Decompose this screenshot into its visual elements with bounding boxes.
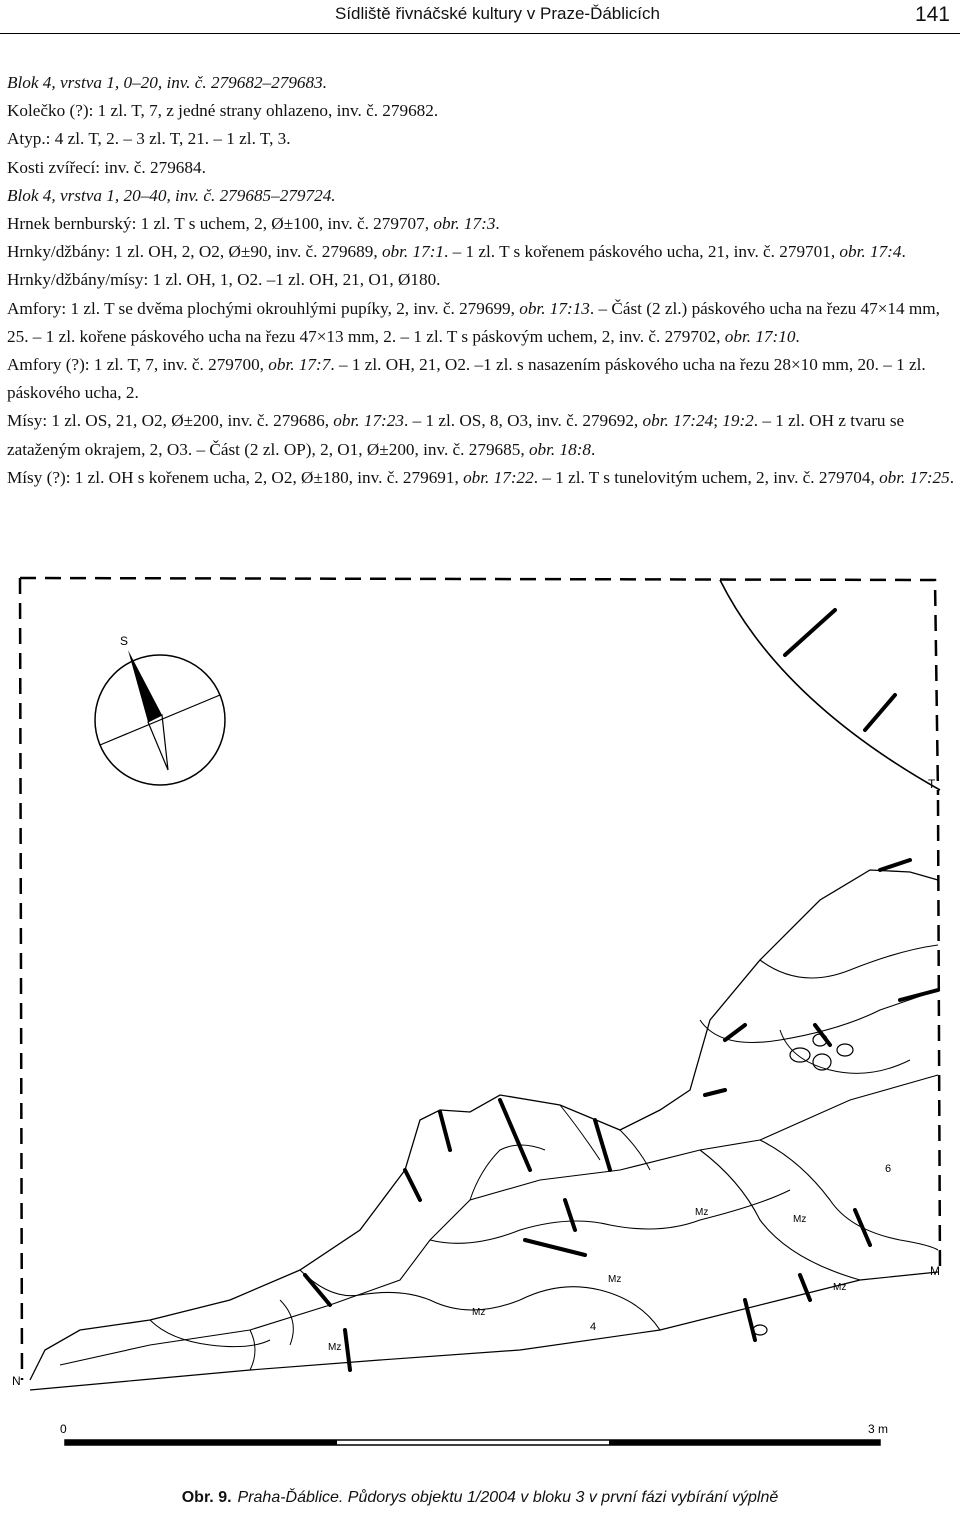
layer-label: 4 bbox=[590, 1321, 597, 1333]
catalogue-entry bbox=[7, 351, 955, 407]
page-number: 141 bbox=[914, 3, 950, 26]
plan-frame-right bbox=[938, 800, 940, 1275]
corner-label-east: T bbox=[928, 777, 936, 791]
plan-frame-left bbox=[20, 578, 22, 1380]
scale-start: 0 bbox=[60, 1422, 67, 1436]
corner-label-north: N bbox=[12, 1374, 21, 1388]
layer-label: Mz bbox=[695, 1207, 709, 1218]
header-rule bbox=[0, 33, 960, 34]
catalogue-entry bbox=[7, 407, 955, 463]
layer-label: Mz bbox=[472, 1307, 486, 1318]
catalogue-entry bbox=[7, 464, 955, 492]
layer-label: Mz bbox=[328, 1342, 342, 1353]
italic-run: obr. 17:3 bbox=[433, 214, 496, 234]
text-run: Mísy (?): 1 zl. OH s kořenem ucha, 2, O2, Ø±180, inv. č. 279691, bbox=[7, 467, 464, 487]
text-run: Hrnky/džbány/mísy: 1 zl. OH, 1, O2. –1 zl. OH, 21, O1, Ø180. bbox=[7, 270, 441, 290]
catalogue-entry bbox=[7, 238, 955, 266]
italic-run: obr. 17:25 bbox=[879, 467, 950, 487]
catalogue-entry bbox=[7, 97, 955, 125]
caption-text: Praha-Ďáblice. Půdorys objektu 1/2004 v bloku 3 v první fázi vybírání výplně bbox=[237, 1489, 779, 1506]
catalogue-entry bbox=[7, 210, 955, 238]
text-run: ; bbox=[713, 411, 723, 431]
text-run: Mísy: 1 zl. OS, 21, O2, Ø±200, inv. č. 279686, bbox=[7, 411, 334, 431]
catalogue-entry bbox=[7, 125, 955, 153]
catalogue-entry bbox=[7, 154, 955, 182]
layer-label: Mz bbox=[833, 1282, 847, 1293]
text-run: . bbox=[949, 467, 955, 487]
text-run: . – Část (2 zl.) páskového ucha na řezu 47×14 mm, 25. – 1 zl. kořene páskového ucha na řezu 47×13 mm, 2. – 1 zl. T s páskovým uchem, 2, inv. č. 279702, bbox=[7, 298, 940, 346]
text-run: Kosti zvířecí: inv. č. 279684. bbox=[7, 157, 206, 177]
text-run: . – 1 zl. OH z tvaru se zataženým okrajem, 2, O3. – Část (2 zl. OP), 2, O1, Ø±200, inv. č. 279685, bbox=[7, 411, 905, 459]
compass-label: S bbox=[120, 634, 129, 648]
italic-run: 19:2 bbox=[722, 411, 754, 431]
text-run: Amfory: 1 zl. T se dvěma plochými okrouhlými pupíky, 2, inv. č. 279699, bbox=[7, 298, 520, 318]
text-run: . bbox=[591, 439, 596, 459]
compass-needle bbox=[100, 650, 220, 770]
excavation-plan bbox=[0, 560, 960, 1480]
text-run: Amfory (?): 1 zl. T, 7, inv. č. 279700, bbox=[7, 355, 269, 375]
catalogue-entry bbox=[7, 69, 955, 97]
italic-run: obr. 17:23 bbox=[333, 411, 404, 431]
text-run: . – 1 zl. OH, 21, O2. –1 zl. s nasazením páskového ucha na řezu 28×10 mm, 20. – 1 zl. páskového ucha, 2. bbox=[7, 355, 926, 403]
text-run: Kolečko (?): 1 zl. T, 7, z jedné strany ohlazeno, inv. č. 279682. bbox=[7, 101, 439, 121]
figure-caption bbox=[0, 1489, 960, 1507]
page-header bbox=[0, 0, 960, 34]
text-run: . – 1 zl. T s tunelovitým uchem, 2, inv. č. 279704, bbox=[533, 467, 880, 487]
catalogue-text bbox=[7, 69, 955, 492]
catalogue-entry bbox=[7, 182, 955, 210]
text-run: Hrnek bernburský: 1 zl. T s uchem, 2, Ø±100, inv. č. 279707, bbox=[7, 214, 434, 234]
text-run: . bbox=[901, 242, 906, 262]
italic-run: obr. 17:1 bbox=[381, 242, 445, 262]
italic-run: obr. 17:4 bbox=[839, 242, 902, 262]
arc-boundary bbox=[720, 580, 940, 790]
italic-run: obr. 17:24 bbox=[642, 411, 714, 431]
text-run: . bbox=[795, 326, 800, 346]
italic-run: Blok 4, vrstva 1, 0–20, inv. č. 279682–279683. bbox=[7, 73, 327, 92]
italic-run: obr. 17:22 bbox=[463, 467, 534, 487]
text-run: . – 1 zl. OS, 8, O3, inv. č. 279692, bbox=[403, 411, 643, 431]
corner-label-southeast: M bbox=[930, 1264, 940, 1278]
italic-run: obr. 18:8 bbox=[528, 439, 592, 459]
italic-run: Blok 4, vrstva 1, 20–40, inv. č. 279685–279724. bbox=[7, 185, 336, 205]
text-run: . bbox=[495, 214, 500, 234]
layer-label: 6 bbox=[885, 1163, 892, 1175]
running-title: Sídliště řivnáčské kultury v Praze-Ďáblicích bbox=[334, 4, 660, 23]
feature-outline bbox=[30, 870, 938, 1380]
text-run: Atyp.: 4 zl. T, 2. – 3 zl. T, 21. – 1 zl. T, 3. bbox=[7, 129, 291, 149]
text-run: Hrnky/džbány: 1 zl. OH, 2, O2, Ø±90, inv. č. 279689, bbox=[7, 242, 382, 262]
scale-end: 3 m bbox=[868, 1422, 889, 1436]
catalogue-entry bbox=[7, 295, 955, 351]
section-markers bbox=[305, 610, 938, 1370]
italic-run: obr. 17:13 bbox=[519, 298, 590, 318]
text-run: . – 1 zl. T s kořenem páskového ucha, 21, inv. č. 279701, bbox=[444, 242, 840, 262]
catalogue-entry bbox=[7, 266, 955, 294]
scale-bar bbox=[60, 1422, 888, 1445]
italic-run: obr. 17:7 bbox=[268, 355, 331, 375]
layer-label: Mz bbox=[793, 1214, 807, 1225]
italic-run: obr. 17:10 bbox=[724, 326, 796, 346]
layer-label: Mz bbox=[608, 1274, 622, 1285]
caption-label: Obr. 9. bbox=[181, 1489, 232, 1506]
plan-frame bbox=[20, 578, 938, 795]
